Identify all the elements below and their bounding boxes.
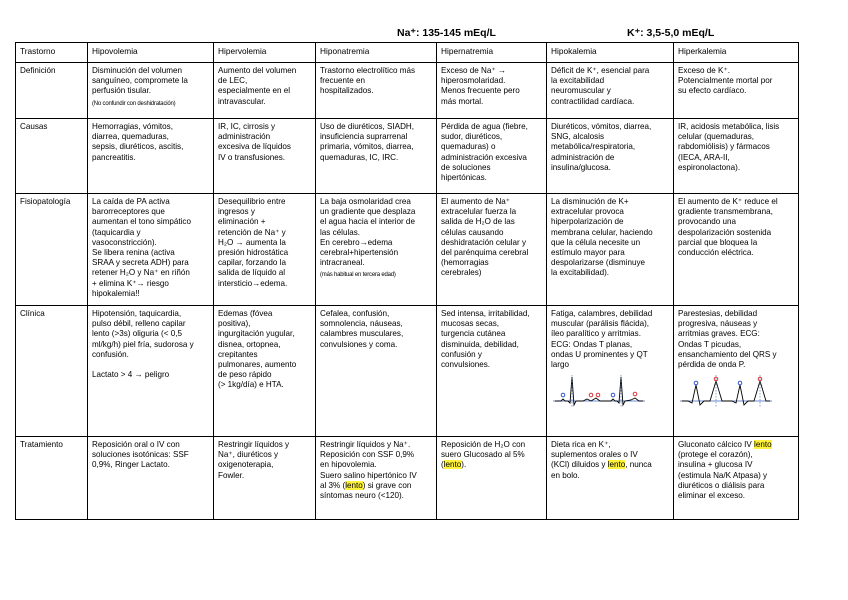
cell-line: suplementos orales o IV xyxy=(551,450,638,460)
cell-line: contractilidad cardíaca. xyxy=(551,96,635,106)
cell-definicion-hipovolemia xyxy=(88,63,214,119)
cell-line: Reposición con SSF 0,9% xyxy=(320,450,415,460)
cell-line: La disminución de K+ xyxy=(551,197,629,206)
cell-line: conducción eléctrica. xyxy=(678,248,754,258)
cell-line: deshidratación celular y xyxy=(441,237,527,247)
cell-line: Suero salino hipertónico IV xyxy=(320,470,417,480)
cell-line: Se libera renina (activa xyxy=(92,248,175,258)
header-hipernatremia: Hipernatremia xyxy=(437,43,547,63)
cell-line: convulsiones. xyxy=(441,360,491,370)
cell-line: rabdomiólisis) y fármacos xyxy=(678,142,770,152)
cell-line: pérdida de onda P. xyxy=(678,360,746,370)
header-hipokalemia: Hipokalemia xyxy=(547,43,674,63)
cell-line: ensanchamiento del QRS y xyxy=(678,349,777,359)
cell-line: diarrea, quemaduras, xyxy=(92,132,169,142)
cell-fisiopatologia-hiponatremia xyxy=(316,194,437,306)
cell-clinica-hipernatremia xyxy=(437,306,547,437)
cell-line: el agua hacia el interior de xyxy=(320,217,415,227)
cell-line: de LEC, xyxy=(218,76,248,86)
cell-line: gradiente transmembrana, xyxy=(678,207,773,217)
cell-line: presión hidrostática xyxy=(218,248,289,258)
cell-line: Hemorragias, vómitos, xyxy=(92,122,173,131)
cell-line: oxigenoterapia, xyxy=(218,460,274,470)
cell-fisiopatologia-hipokalemia xyxy=(547,194,674,306)
cell-line: El aumento de Na⁺ xyxy=(441,197,511,206)
cell-line: disnea, ortopnea, xyxy=(218,339,281,349)
row-label-clinica: Clínica xyxy=(16,306,88,437)
cell-line: pancreatitis. xyxy=(92,152,136,162)
cell-line: ECG: Ondas T planas, xyxy=(551,339,633,349)
cell-causas-hiperkalemia xyxy=(674,119,799,194)
cell-tratamiento-hipervolemia xyxy=(214,437,316,520)
cell-line: Restringir líquidos y xyxy=(218,440,290,449)
cell-line: hospitalizados. xyxy=(320,86,374,96)
cell-line: Reposición oral o IV con xyxy=(92,440,180,449)
row-tratamiento xyxy=(16,437,799,520)
highlighted-word: lento xyxy=(345,480,363,490)
cell-line: En cerebro→edema xyxy=(320,237,393,247)
cell-line: (KCl) diluidos y lento, nunca xyxy=(551,460,652,470)
cell-line: Gluconato cálcico IV lento xyxy=(678,440,772,449)
cell-causas-hipokalemia xyxy=(547,119,674,194)
cell-line: membrana celular, haciendo xyxy=(551,227,653,237)
cell-line: las células. xyxy=(320,227,361,237)
cell-line: íleo paralítico y arritmias. xyxy=(551,329,641,339)
cell-line: confusión y xyxy=(441,349,482,359)
cell-line: (lento). xyxy=(441,460,467,470)
cell-definicion-hipernatremia xyxy=(437,63,547,119)
cell-line: sudor, diuréticos, xyxy=(441,132,503,142)
ecg-wave-marker xyxy=(611,393,615,397)
cell-line: Fowler. xyxy=(218,470,245,480)
cell-line: somnolencia, náuseas, xyxy=(320,319,403,329)
cell-line: estímulo mayor para xyxy=(551,248,625,258)
cell-line: progresiva, náuseas y xyxy=(678,319,758,329)
cell-causas-hiponatremia xyxy=(316,119,437,194)
highlighted-word: lento xyxy=(754,440,772,449)
cell-line: mucosas secas, xyxy=(441,319,500,329)
ecg-wave-marker xyxy=(589,393,593,397)
cell-tratamiento-hipovolemia xyxy=(88,437,214,520)
cell-line: Menos frecuente pero xyxy=(441,86,520,96)
cell-line: capilar, forzando la xyxy=(218,258,286,268)
header-hiperkalemia: Hiperkalemia xyxy=(674,43,799,63)
cell-line: SNG, alcalosis xyxy=(551,132,605,142)
cell-line: SRAA y secreta ADH) para xyxy=(92,258,189,268)
cell-line: Restringir líquidos y Na⁺. xyxy=(320,440,411,449)
cell-line: Hipotensión, taquicardia, xyxy=(92,309,182,318)
cell-tratamiento-hiperkalemia xyxy=(674,437,799,520)
cell-clinica-hiponatremia xyxy=(316,306,437,437)
cell-line: (protege el corazón), xyxy=(678,450,753,460)
cell-line: suero Glucosado al 5% xyxy=(441,450,525,460)
cell-line: Diuréticos, vómitos, diarrea, xyxy=(551,122,652,131)
highlighted-word: lento xyxy=(443,460,462,470)
cell-line: El aumento de K⁺ reduce el xyxy=(678,197,778,206)
cell-line: hiperosmolaridad. xyxy=(441,76,506,86)
cell-definicion-hiponatremia xyxy=(316,63,437,119)
row-fisiopatologia xyxy=(16,194,799,306)
cell-line: neuromuscular y xyxy=(551,86,611,96)
cell-line: disminuida, debilidad, xyxy=(441,339,519,349)
cell-line: pulmonares, aumento xyxy=(218,360,297,370)
cell-line: aumentan el tono simpático xyxy=(92,217,191,227)
cell-line: La caída de PA activa xyxy=(92,197,170,206)
cell-line: Pérdida de agua (fiebre, xyxy=(441,122,528,131)
cell-causas-hipovolemia xyxy=(88,119,214,194)
cell-line: su efecto cardíaco. xyxy=(678,86,747,96)
cell-line: Na⁺, diuréticos y xyxy=(218,450,279,460)
cell-line: Parestesias, debilidad xyxy=(678,309,758,318)
ecg-wave-marker xyxy=(633,392,637,396)
cell-line: Uso de diuréticos, SIADH, xyxy=(320,122,415,131)
cell-line: Trastorno electrolítico más xyxy=(320,66,416,75)
header-hiponatremia: Hiponatremia xyxy=(316,43,437,63)
row-label-tratamiento: Tratamiento xyxy=(16,437,88,520)
cell-clinica-hipovolemia xyxy=(88,306,214,437)
cell-line: (hemorragias xyxy=(441,258,489,268)
cell-tratamiento-hipokalemia xyxy=(547,437,674,520)
cell-line: hiperpolarización de xyxy=(551,217,624,227)
cell-line: confusión. xyxy=(92,349,129,359)
header-trastorno: Trastorno xyxy=(16,43,88,63)
hypokalemia-ecg-diagram xyxy=(551,373,647,409)
cell-note: (No confundir con deshidratación) xyxy=(92,100,176,107)
cell-line: Ondas T picudas, xyxy=(678,339,742,349)
cell-line: soluciones isotónicas: SSF xyxy=(92,450,189,460)
cell-line: excesiva de líquidos xyxy=(218,142,291,152)
cell-line: La baja osmolaridad crea xyxy=(320,197,411,206)
cell-line: diuréticos o diálisis para xyxy=(678,480,765,490)
cell-line: ingurgitación yugular, xyxy=(218,329,295,339)
electrolyte-disorders-table xyxy=(15,42,799,520)
row-label-definicion: Definición xyxy=(16,63,88,119)
cell-line: convulsiones y coma. xyxy=(320,339,398,349)
cell-line: hipokalemia!! xyxy=(92,288,140,298)
cell-line: ingresos y xyxy=(218,207,255,217)
ecg-wave-marker xyxy=(596,393,600,397)
cell-line: Lactato > 4 → peligro xyxy=(92,370,170,380)
cell-line: (> 1kg/día) e HTA. xyxy=(218,380,284,390)
header-hipovolemia: Hipovolemia xyxy=(88,43,214,63)
cell-line: (estimula Na/K Atpasa) y xyxy=(678,470,768,480)
cell-clinica-hipervolemia xyxy=(214,306,316,437)
cell-fisiopatologia-hiperkalemia xyxy=(674,194,799,306)
ecg-wave-marker xyxy=(561,393,565,397)
cell-line: insulina/glucosa. xyxy=(551,162,611,172)
cell-line: cerebrales) xyxy=(441,268,482,278)
cell-line: Potencialmente mortal por xyxy=(678,76,773,86)
cell-line: de soluciones xyxy=(441,162,491,172)
cell-line: del parénquima cerebral xyxy=(441,248,529,258)
cell-line: eliminar el exceso. xyxy=(678,491,746,501)
cell-line: hipertónicas. xyxy=(441,173,487,183)
sodium-reference-range: Na⁺: 135-145 mEq/L xyxy=(397,27,496,39)
cell-fisiopatologia-hipernatremia xyxy=(437,194,547,306)
cell-line: especialmente en el xyxy=(218,86,290,96)
cell-line: calambres musculares, xyxy=(320,329,404,339)
cell-line: salida de H₂O de las xyxy=(441,217,515,227)
ecg-wave-marker xyxy=(738,381,742,385)
cell-line: Sed intensa, irritabilidad, xyxy=(441,309,530,318)
cell-line: la excitabilidad xyxy=(551,76,605,86)
cell-line: eliminación + xyxy=(218,217,266,227)
cell-line: que la célula necesite un xyxy=(551,237,641,247)
cell-line: Desequilibrio entre xyxy=(218,197,286,206)
cell-line: (taquicardia y xyxy=(92,227,141,237)
highlighted-word: lento xyxy=(607,460,626,470)
cell-line: quemaduras, IC, IRC. xyxy=(320,152,399,162)
cell-line: despolarizarse (disminuye xyxy=(551,258,646,268)
cell-line: en bolo. xyxy=(551,470,580,480)
cell-line: cerebral+hipertensión xyxy=(320,248,399,258)
cell-definicion-hiperkalemia xyxy=(674,63,799,119)
potassium-reference-range: K⁺: 3,5-5,0 mEq/L xyxy=(627,27,715,39)
cell-line: IR, IC, cirrosis y xyxy=(218,122,276,131)
cell-line: largo xyxy=(551,360,569,370)
cell-line: vasoconstricción). xyxy=(92,237,157,247)
cell-line: extracelular fuerza la xyxy=(441,207,517,217)
cell-line: espironolactona). xyxy=(678,162,741,172)
cell-line: salida de líquido al xyxy=(218,268,286,278)
cell-line: celular (quemaduras, xyxy=(678,132,755,142)
cell-causas-hipernatremia xyxy=(437,119,547,194)
cell-tratamiento-hiponatremia xyxy=(316,437,437,520)
cell-line: Disminución del volumen xyxy=(92,66,182,75)
cell-line: sepsis, diuréticos, ascitis, xyxy=(92,142,184,152)
cell-line: sanguíneo, compromete la xyxy=(92,76,188,86)
cell-line: pulso débil, relleno capilar xyxy=(92,319,186,329)
cell-line: IR, acidosis metabólica, lisis xyxy=(678,122,780,131)
cell-line: insuficiencia suprarrenal xyxy=(320,132,408,142)
row-label-fisiopatologia: Fisiopatología xyxy=(16,194,88,306)
cell-line: Cefalea, confusión, xyxy=(320,309,390,318)
row-definicion xyxy=(16,63,799,119)
cell-line: síntomas neuro (<120). xyxy=(320,491,404,501)
cell-line: 0,9%, Ringer Lactato. xyxy=(92,460,170,470)
cell-line: IV o transfusiones. xyxy=(218,152,286,162)
cell-line: al 3% (lento) si grave con xyxy=(320,480,412,490)
cell-line: intersticio→edema. xyxy=(218,278,288,288)
cell-line: provocando una xyxy=(678,217,737,227)
cell-line: crepitantes xyxy=(218,349,258,359)
table-header-row xyxy=(16,43,799,63)
cell-line: intracraneal. xyxy=(320,258,365,268)
cell-line: perfusión tisular. xyxy=(92,86,151,96)
cell-line: administración xyxy=(218,132,271,142)
cell-line: Aumento del volumen xyxy=(218,66,297,75)
cell-line: frecuente en xyxy=(320,76,365,86)
cell-line: administración de xyxy=(551,152,615,162)
hyperkalemia-ecg-diagram xyxy=(678,373,774,409)
cell-line: barorreceptores que xyxy=(92,207,165,217)
cell-line: + elimina K⁺→ riesgo xyxy=(92,278,169,288)
header-hipervolemia: Hipervolemia xyxy=(214,43,316,63)
cell-line: H₂O → aumenta la xyxy=(218,237,286,247)
cell-line: Exceso de K⁺. xyxy=(678,66,730,75)
cell-definicion-hipokalemia xyxy=(547,63,674,119)
cell-line: primaria, vómitos, diarrea, xyxy=(320,142,414,152)
cell-line: insulina + glucosa IV xyxy=(678,460,753,470)
cell-line: muscular (parálisis flácida), xyxy=(551,319,650,329)
cell-line: Fatiga, calambres, debilidad xyxy=(551,309,653,318)
cell-line: Déficit de K⁺, esencial para xyxy=(551,66,650,75)
cell-line: Dieta rica en K⁺, xyxy=(551,440,611,449)
cell-note: (más habitual en tercera edad) xyxy=(320,272,396,279)
cell-tratamiento-hipernatremia xyxy=(437,437,547,520)
cell-line: en hipovolemia. xyxy=(320,460,377,470)
cell-line: un gradiente que desplaza xyxy=(320,207,416,217)
cell-line: de peso rápido xyxy=(218,370,272,380)
cell-line: (IECA, ARA-II, xyxy=(678,152,730,162)
cell-clinica-hiperkalemia xyxy=(674,306,799,437)
cell-line: arritmias graves. ECG: xyxy=(678,329,760,339)
cell-line: Exceso de Na⁺ → xyxy=(441,66,507,75)
cell-line: despolarización sostenida xyxy=(678,227,772,237)
cell-causas-hipervolemia xyxy=(214,119,316,194)
cell-line: extracelular provoca xyxy=(551,207,624,217)
cell-fisiopatologia-hipervolemia xyxy=(214,194,316,306)
cell-clinica-hipokalemia xyxy=(547,306,674,437)
cell-line: quemaduras) o xyxy=(441,142,496,152)
cell-line: retención de Na⁺ y xyxy=(218,227,286,237)
cell-line: más mortal. xyxy=(441,96,484,106)
cell-fisiopatologia-hipovolemia xyxy=(88,194,214,306)
cell-definicion-hipervolemia xyxy=(214,63,316,119)
cell-line: metabólica/respiratoria, xyxy=(551,142,636,152)
cell-line: ml/kg/h) piel fría, sudorosa y xyxy=(92,339,194,349)
cell-line: administración excesiva xyxy=(441,152,527,162)
cell-line: células causando xyxy=(441,227,504,237)
row-clinica xyxy=(16,306,799,437)
cell-line: turgencia cutánea xyxy=(441,329,506,339)
cell-line: retener H₂O y Na⁺ en riñón xyxy=(92,268,190,278)
cell-line: positiva), xyxy=(218,319,251,329)
ecg-wave-marker xyxy=(694,381,698,385)
cell-line: Edemas (fóvea xyxy=(218,309,273,318)
cell-line: ondas U prominentes y QT xyxy=(551,349,648,359)
cell-line: la excitabilidad). xyxy=(551,268,610,278)
cell-line: Reposición de H₂O con xyxy=(441,440,526,449)
cell-line: intravascular. xyxy=(218,96,266,106)
cell-line xyxy=(92,360,210,370)
cell-line: lento (>3s) oliguria (< 0,5 xyxy=(92,329,182,339)
cell-line: parcial que bloquea la xyxy=(678,237,758,247)
row-causas xyxy=(16,119,799,194)
row-label-causas: Causas xyxy=(16,119,88,194)
